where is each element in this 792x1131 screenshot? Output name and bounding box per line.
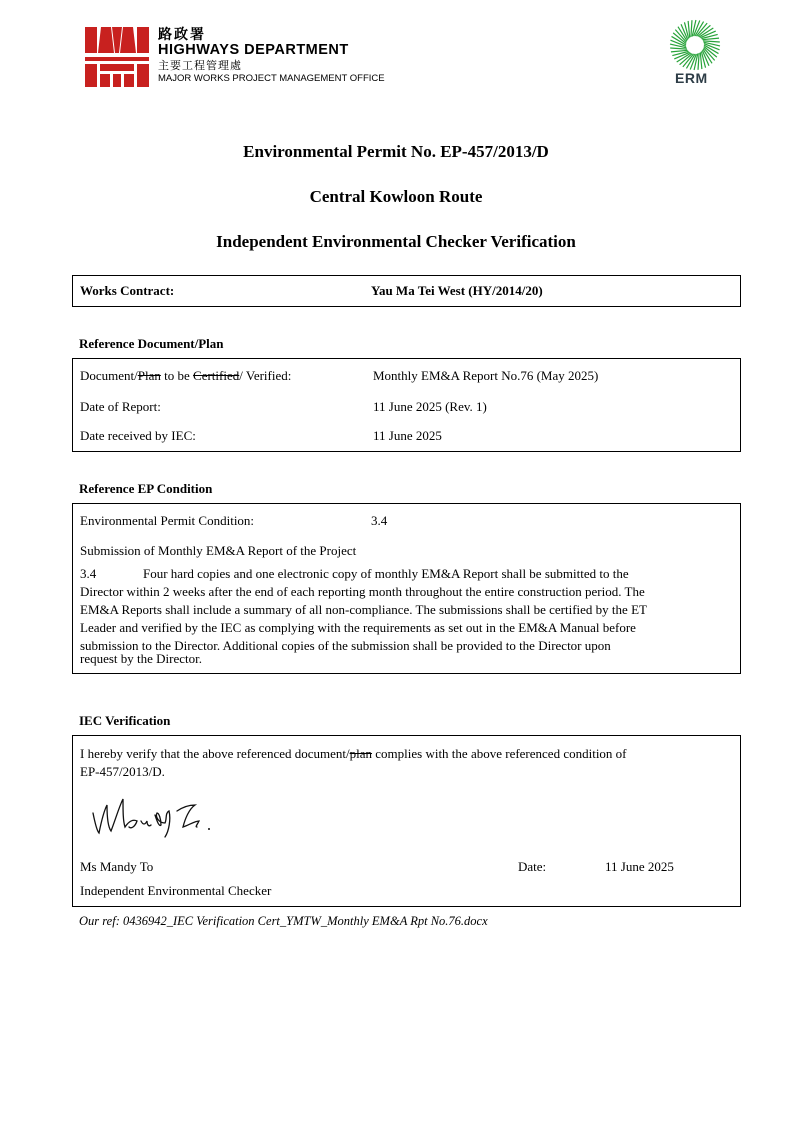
condition-label: Environmental Permit Condition: bbox=[80, 513, 255, 528]
condition-value: 3.4 bbox=[371, 513, 388, 528]
office-english-name: MAJOR WORKS PROJECT MANAGEMENT OFFICE bbox=[158, 73, 385, 84]
erm-logo-text: ERM bbox=[675, 70, 708, 86]
org-english-name: HIGHWAYS DEPARTMENT bbox=[158, 42, 349, 58]
permit-title: Environmental Permit No. EP-457/2013/D bbox=[243, 142, 549, 161]
erm-logo-ray bbox=[691, 20, 692, 37]
date-received-label: Date received by IEC: bbox=[80, 428, 196, 443]
reference-document-heading: Reference Document/Plan bbox=[79, 336, 224, 351]
iec-verification-box bbox=[72, 735, 741, 907]
clause-number: 3.4 bbox=[80, 566, 97, 581]
reference-document-box bbox=[72, 358, 741, 452]
date-label: Date: bbox=[518, 859, 547, 874]
reference-ep-condition-heading: Reference EP Condition bbox=[79, 481, 213, 496]
header-organisation bbox=[158, 26, 385, 85]
office-chinese-name: 主要工程管理處 bbox=[158, 60, 242, 72]
clause-line-3: EM&A Reports shall include a summary of all non-compliance. The submissions shall be certified by the ET bbox=[80, 602, 647, 617]
verification-title: Independent Environmental Checker Verification bbox=[216, 232, 576, 251]
project-title: Central Kowloon Route bbox=[309, 187, 483, 206]
handwritten-signature bbox=[85, 791, 225, 841]
signer-name: Ms Mandy To bbox=[80, 859, 154, 874]
iec-verification-heading: IEC Verification bbox=[79, 713, 171, 728]
document-reference: Our ref: 0436942_IEC Verification Cert_YMTW_Monthly EM&A Rpt No.76.docx bbox=[79, 914, 488, 928]
clause-line-1: Four hard copies and one electronic copy of monthly EM&A Report shall be submitted to the bbox=[143, 566, 629, 581]
erm-logo-ray bbox=[670, 48, 687, 49]
date-received-value: 11 June 2025 bbox=[373, 428, 442, 443]
struck-plan-word: plan bbox=[349, 746, 373, 761]
reference-ep-condition-box bbox=[72, 503, 741, 674]
document-label: Document/Plan to be Certified/ Verified: bbox=[80, 368, 292, 383]
verification-statement-line-2: EP-457/2013/D. bbox=[80, 764, 165, 779]
date-of-report-value: 11 June 2025 (Rev. 1) bbox=[373, 399, 487, 414]
struck-plan: Plan bbox=[137, 368, 161, 383]
clause-line-6: request by the Director. bbox=[80, 651, 203, 666]
works-contract-label: Works Contract: bbox=[80, 283, 175, 298]
org-chinese-name: 路政署 bbox=[158, 26, 206, 42]
clause-line-5: submission to the Director. Additional copies of the submission shall be provided to the Director upon bbox=[80, 638, 611, 653]
submission-title: Submission of Monthly EM&A Report of the Project bbox=[80, 543, 357, 558]
clause-line-2: Director within 2 weeks after the end of each reporting month throughout the entire construction period. The bbox=[80, 584, 645, 599]
clause-line-4: Leader and verified by the IEC as complying with the requirements as set out in the EM&A Manual before bbox=[80, 620, 636, 635]
highways-department-logo bbox=[85, 27, 149, 87]
date-value: 11 June 2025 bbox=[605, 859, 674, 874]
erm-logo-ray bbox=[698, 53, 699, 70]
document-value: Monthly EM&A Report No.76 (May 2025) bbox=[373, 368, 599, 383]
signer-title: Independent Environmental Checker bbox=[80, 883, 272, 898]
works-contract-box bbox=[72, 275, 741, 307]
date-of-report-label: Date of Report: bbox=[80, 399, 161, 414]
struck-certified: Certified bbox=[193, 368, 240, 383]
works-contract-value: Yau Ma Tei West (HY/2014/20) bbox=[371, 283, 543, 298]
erm-logo-ray bbox=[703, 41, 720, 42]
erm-sunburst-logo bbox=[668, 18, 722, 72]
verification-statement-line-1: I hereby verify that the above referenced document/plan complies with the above referenced condition of bbox=[80, 746, 627, 761]
